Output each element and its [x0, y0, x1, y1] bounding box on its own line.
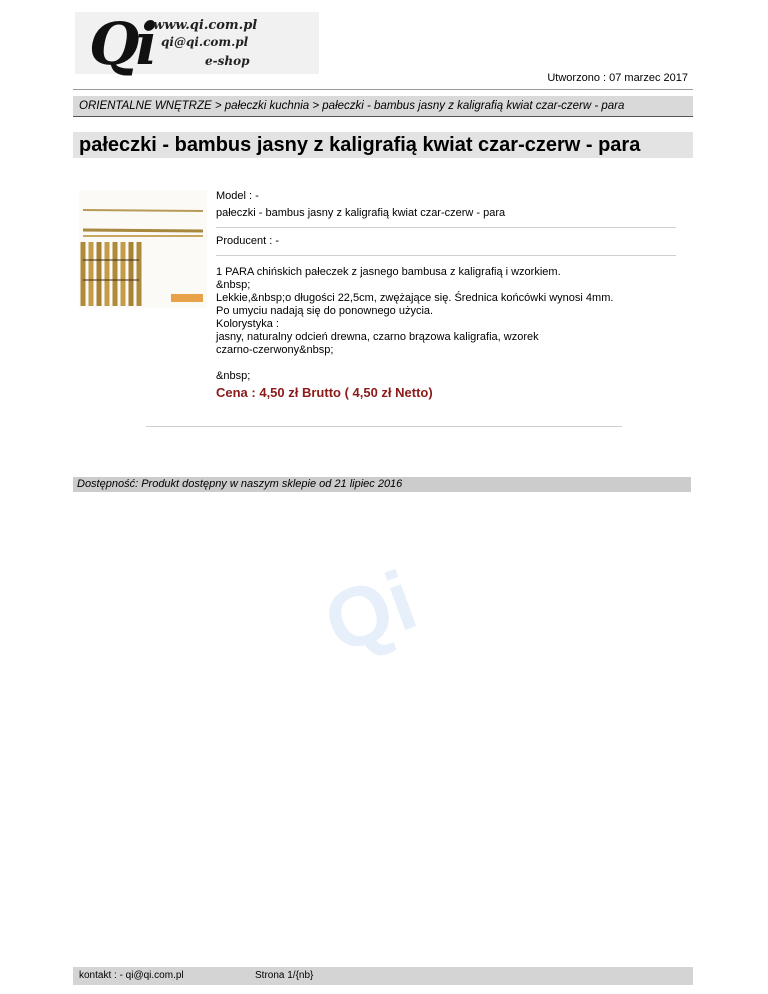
description-line: &nbsp; — [216, 279, 251, 291]
description-line: &nbsp; — [216, 370, 251, 382]
description-line: 1 PARA chińskich pałeczek z jasnego bambusa z kaligrafią i wzorkiem. — [216, 266, 561, 278]
logo-tagline: e-shop — [205, 54, 250, 68]
watermark-logo: Qi — [312, 552, 428, 672]
logo-email: qi@qi.com.pl — [161, 35, 249, 49]
divider — [216, 255, 676, 256]
page-title: pałeczki - bambus jasny z kaligrafią kwiat czar-czerw - para — [73, 132, 693, 158]
breadcrumb[interactable]: ORIENTALNE WNĘTRZE > pałeczki kuchnia > pałeczki - bambus jasny z kaligrafią kwiat czar-czerw - para — [73, 96, 693, 117]
producer-label: Producent : - — [216, 235, 279, 247]
description-line — [216, 357, 686, 370]
product-description — [216, 266, 686, 383]
page-number: Strona 1/{nb} — [255, 970, 314, 981]
footer-contact[interactable]: kontakt : - qi@qi.com.pl — [79, 970, 184, 981]
description-line: Kolorystyka : — [216, 318, 279, 330]
description-line: jasny, naturalny odcień drewna, czarno brązowa kaligrafia, wzorek — [216, 331, 539, 343]
divider — [216, 227, 676, 228]
footer — [73, 967, 693, 985]
created-date — [547, 72, 688, 84]
logo-mark: Qi — [89, 10, 154, 78]
price: Cena : 4,50 zł Brutto ( 4,50 zł Netto) — [216, 385, 433, 400]
shop-logo — [75, 10, 319, 78]
description-line: czarno-czerwony&nbsp; — [216, 344, 334, 356]
header-divider — [73, 89, 693, 90]
description-line: Lekkie,&nbsp;o długości 22,5cm, zwężające się. Średnica końcówki wynosi 4mm. — [216, 292, 614, 304]
created-label: Utworzono — [547, 72, 600, 84]
model-value: pałeczki - bambus jasny z kaligrafią kwiat czar-czerw - para — [216, 207, 506, 219]
product-image — [79, 190, 207, 308]
chopsticks-image — [79, 190, 207, 308]
availability-bar: Dostępność: Produkt dostępny w naszym sklepie od 21 lipiec 2016 — [73, 477, 691, 492]
product-details — [216, 190, 686, 399]
model-label: Model : - — [216, 190, 259, 202]
logo-url: www.qi.com.pl — [153, 18, 258, 33]
created-value: : 07 marzec 2017 — [603, 72, 688, 84]
content-divider — [146, 426, 622, 427]
description-line: Po umyciu nadają się do ponownego użycia. — [216, 305, 434, 317]
